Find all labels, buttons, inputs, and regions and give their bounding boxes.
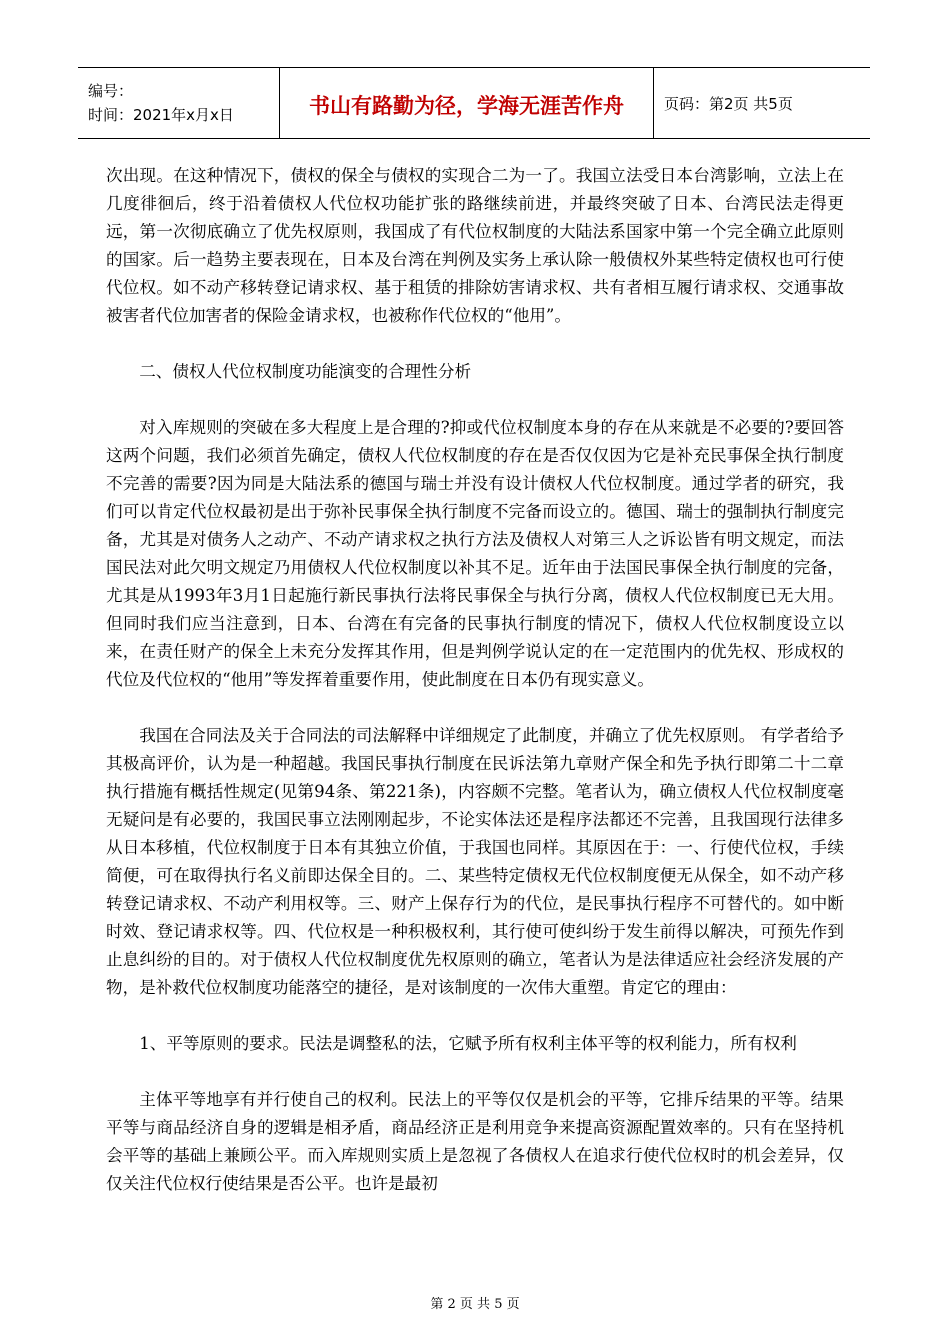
page-header <box>78 67 870 139</box>
header-meta <box>78 68 280 138</box>
page-number-text: 页码：第2页 共5页 <box>664 94 793 113</box>
document-number-label: 编号： <box>88 82 134 100</box>
body-paragraph: 我国在合同法及关于合同法的司法解释中详细规定了此制度，并确立了优先权原则。 有学者给予其极高评价，认为是一种超越。我国民事执行制度在民诉法第九章财产保全和先予执行即第二十二章执行措施有概括性规定(见第94条、第221条)，内容颇不完整。笔者认为，确立债权人代位权制度毫无疑问是有必要的，我国民事立法刚刚起步，不论实体法还是程序法都还不完善，且我国现行法律多从日本移植，代位权制度于日本有其独立价值，于我国也同样。其原因在于：一、行使代位权，手续简便，可在取得执行名义前即达保全目的。二、某些特定债权无代位权制度便无从保全，如不动产移转登记请求权、不动产利用权等。三、财产上保存行为的代位，是民事执行程序不可替代的。如中断时效、登记请求权等。四、代位权是一种积极权利，其行使可使纠纷于发生前得以解决，可预先作到止息纠纷的目的。对于债权人代位权制度优先权原则的确立，笔者认为是法律适应社会经济发展的产物，是补救代位权制度功能落空的捷径，是对该制度的一次伟大重塑。肯定它的理由： <box>106 726 844 997</box>
header-page-info <box>654 68 870 138</box>
body-paragraph: 1、平等原则的要求。民法是调整私的法，它赋予所有权利主体平等的权利能力，所有权利 <box>139 1034 797 1053</box>
document-body <box>106 162 844 1226</box>
body-paragraph: 次出现。在这种情况下，债权的保全与债权的实现合二为一了。我国立法受日本台湾影响，立法上在几度徘徊后，终于沿着债权人代位权功能扩张的路继续前进，并最终突破了日本、台湾民法走得更远，第一次彻底确立了优先权原则，我国成了有代位权制度的大陆法系国家中第一个完全确立此原则的国家。后一趋势主要表现在，日本及台湾在判例及实务上承认除一般债权外某些特定债权也可行使代位权。如不动产移转登记请求权、基于租赁的排除妨害请求权、共有者相互履行请求权、交通事故被害者代位加害者的保险金请求权，也被称作代位权的“他用”。 <box>106 166 844 325</box>
motto-text: 书山有路勤为径，学海无涯苦作舟 <box>309 94 624 118</box>
header-motto <box>280 68 654 138</box>
document-date: 时间：2021年x月x日 <box>88 106 234 124</box>
footer-page-number: 第 2 页 共 5 页 <box>430 1297 520 1312</box>
page-footer <box>0 1293 950 1312</box>
section-heading: 二、债权人代位权制度功能演变的合理性分析 <box>139 362 472 381</box>
body-paragraph: 主体平等地享有并行使自己的权利。民法上的平等仅仅是机会的平等，它排斥结果的平等。结果平等与商品经济自身的逻辑是相矛盾，商品经济正是利用竞争来提高资源配置效率的。只有在坚持机会平等的基础上兼顾公平。而入库规则实质上是忽视了各债权人在追求行使代位权时的机会差异，仅仅关注代位权行使结果是否公平。也许是最初 <box>106 1090 844 1193</box>
body-paragraph: 对入库规则的突破在多大程度上是合理的?抑或代位权制度本身的存在从来就是不必要的?要回答这两个问题，我们必须首先确定，债权人代位权制度的存在是否仅仅因为它是补充民事保全执行制度不完善的需要?因为同是大陆法系的德国与瑞士并没有设计债权人代位权制度。通过学者的研究，我们可以肯定代位权最初是出于弥补民事保全执行制度不完备而设立的。德国、瑞士的强制执行制度完备，尤其是对债务人之动产、不动产请求权之执行方法及债权人对第三人之诉讼皆有明文规定，而法国民法对此欠明文规定乃用债权人代位权制度以补其不足。近年由于法国民事保全执行制度的完备，尤其是从1993年3月1日起施行新民事执行法将民事保全与执行分离，债权人代位权制度已无大用。但同时我们应当注意到，日本、台湾在有完备的民事执行制度的情况下，债权人代位权制度设立以来，在责任财产的保全上未充分发挥其作用，但是判例学说认定的在一定范围内的优先权、形成权的代位及代位权的“他用”等发挥着重要作用，使此制度在日本仍有现实意义。 <box>106 418 844 689</box>
